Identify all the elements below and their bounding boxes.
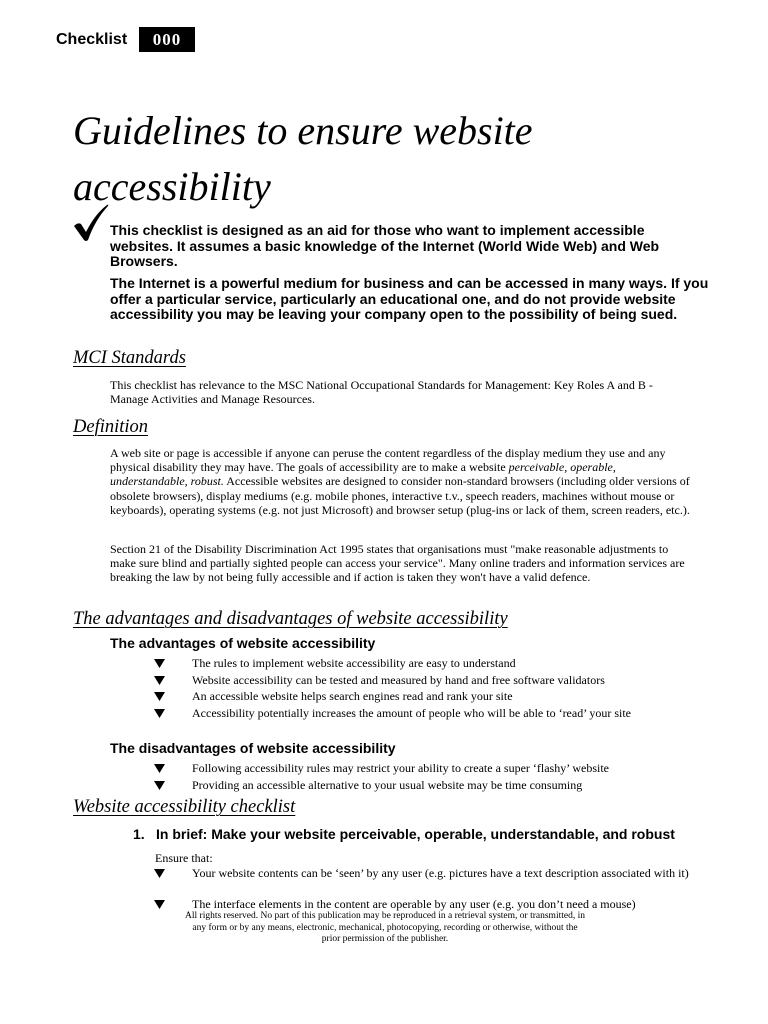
mci-text: This checklist has relevance to the MSC National Occupational Standards for Management: Key Roles A and B - Manage Activities and Manage Resources.: [110, 378, 653, 407]
triangle-bullet-icon: [154, 692, 165, 701]
triangle-bullet-icon: [154, 659, 165, 668]
checkmark-icon: [73, 204, 109, 242]
triangle-bullet-icon: [154, 781, 165, 790]
triangle-bullet-icon: [154, 676, 165, 685]
checklist-number-badge: 000: [139, 27, 195, 52]
section-heading-definition: Definition: [73, 417, 149, 437]
list-item: Following accessibility rules may restrict your ability to create a super ‘flashy’ website: [192, 761, 732, 775]
page-title: Guidelines to ensure website accessibility: [73, 108, 533, 209]
footer-line-1: All rights reserved. No part of this publication may be reproduced in a retrieval system, or transmitted, in: [185, 911, 585, 921]
checklist-item-1-number: 1.: [133, 826, 145, 842]
definition-p1-end: Accessible websites are designed to consider non-standard browsers (including older versions of obsolete browsers), display mediums (e.g. mobile phones, interactive t.v., speech readers, machines without mouse or keyboards), operating systems (e.g. not just Microsoft) and browser setup (plug-ins or lack of them, screen readers, etc.).: [110, 474, 690, 517]
footer-line-2: any form or by any means, electronic, mechanical, photocopying, recording or otherwise, without the: [192, 922, 578, 933]
list-item: The rules to implement website accessibility are easy to understand: [192, 656, 732, 670]
footer-line-3: prior permission of the publisher.: [321, 934, 449, 944]
definition-p1-start: A web site or page is accessible if anyone can peruse the content regardless of the display medium they use and any physical disability they may have. The goals of accessibility are to make a website: [110, 446, 666, 475]
triangle-bullet-icon: [154, 900, 165, 909]
intro-paragraph-1: This checklist is designed as an aid for those who want to implement accessible websites. It assumes a basic knowledge of the Internet (World Wide Web) and Web Browsers.: [110, 222, 660, 269]
triangle-bullet-icon: [154, 709, 165, 718]
list-item: Website accessibility can be tested and measured by hand and free software validators: [192, 673, 732, 687]
advantages-subheading: The advantages of website accessibility: [110, 635, 376, 651]
section-heading-advantages: The advantages and disadvantages of website accessibility: [73, 609, 508, 629]
definition-paragraph-1: [110, 446, 690, 517]
list-item: Your website contents can be ‘seen’ by any user (e.g. pictures have a text description associated with it): [192, 866, 712, 880]
ensure-label: Ensure that:: [155, 851, 213, 865]
triangle-bullet-icon: [154, 764, 165, 773]
list-item: Accessibility potentially increases the amount of people who will be able to ‘read’ your site: [192, 706, 732, 720]
checklist-item-1-title: [133, 826, 675, 842]
list-item: Providing an accessible alternative to your usual website may be time consuming: [192, 778, 732, 792]
checklist-label: Checklist: [56, 31, 128, 48]
definition-p1-goals: perceivable, operable, understandable, robust.: [110, 460, 616, 489]
list-item: An accessible website helps search engines read and rank your site: [192, 689, 732, 703]
intro-paragraph-2: The Internet is a powerful medium for business and can be accessed in many ways. If you offer a particular service, particularly an educational one, and do not provide website accessibility you may be leaving your company open to the possibility of being sued.: [110, 275, 709, 322]
triangle-bullet-icon: [154, 869, 165, 878]
copyright-footer: [150, 911, 620, 946]
section-heading-checklist: Website accessibility checklist: [73, 797, 296, 817]
checklist-item-1-text: In brief: Make your website perceivable, operable, understandable, and robust: [156, 826, 675, 842]
definition-paragraph-2: Section 21 of the Disability Discrimination Act 1995 states that organisations must "make reasonable adjustments to make sure blind and partially sighted people can access your service". Many online traders and information services are breaking the law by not being fully accessible and if action is taken they won't have a valid defence.: [110, 542, 685, 585]
section-heading-mci: MCI Standards: [73, 348, 186, 368]
list-item: The interface elements in the content are operable by any user (e.g. you don’t need a mouse): [192, 897, 712, 911]
disadvantages-subheading: The disadvantages of website accessibility: [110, 740, 396, 756]
